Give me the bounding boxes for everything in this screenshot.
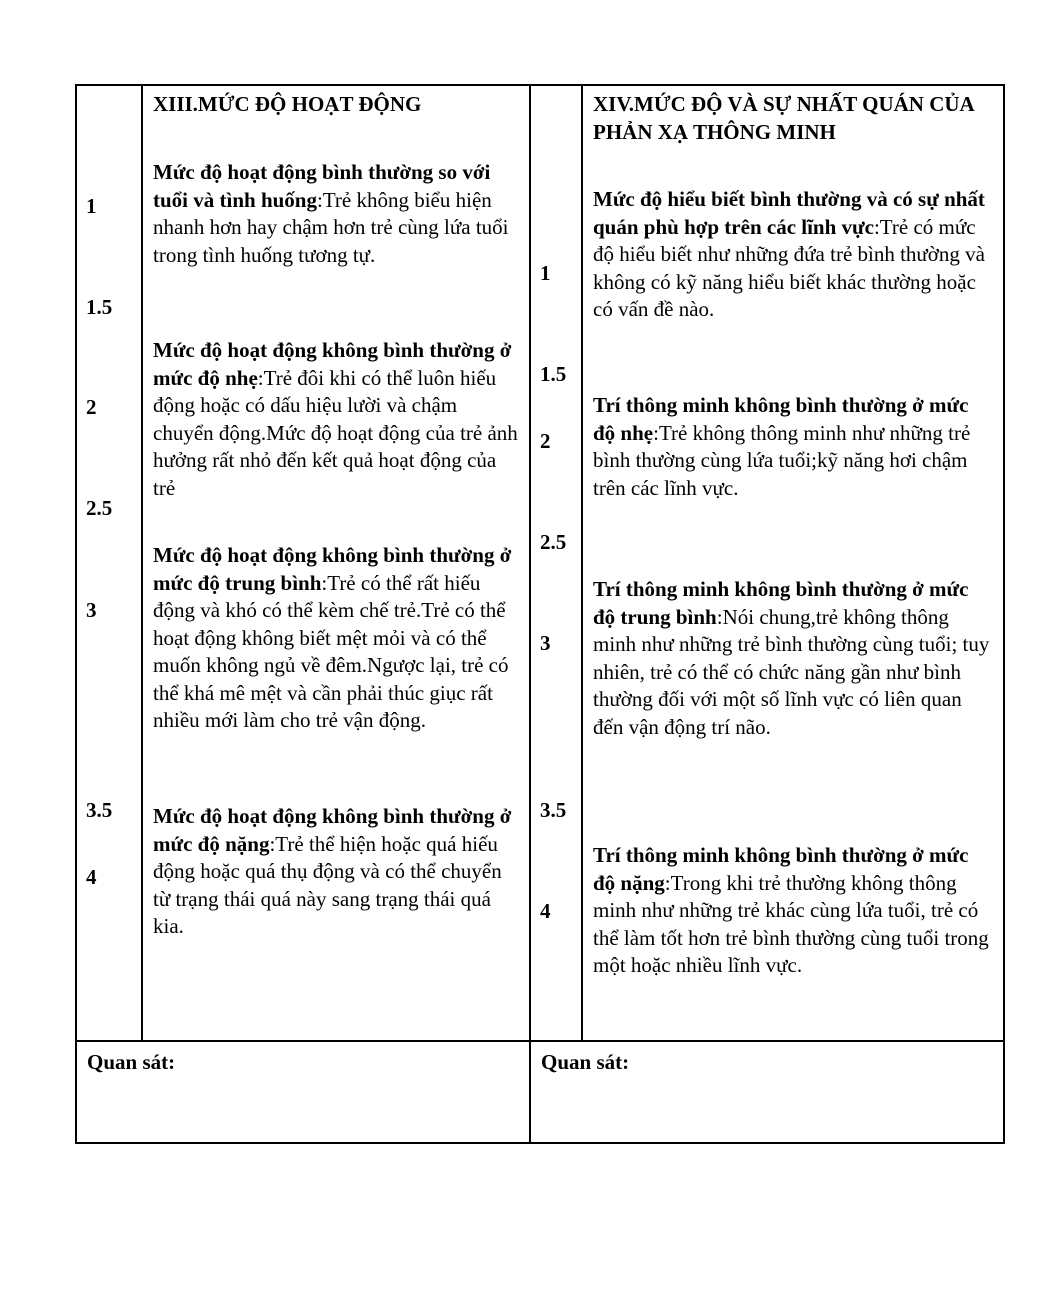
criterion-heading: Mức độ hiểu biết bình thường và có sự nhất quán phù hợp trên các lĩnh vực: [593, 187, 985, 239]
left-score-3: 3: [86, 598, 97, 622]
right-score-divider: [581, 84, 583, 1042]
criterion-heading: Trí thông minh không bình thường ở mức độ nặng: [593, 843, 969, 895]
criterion-heading: Trí thông minh không bình thường ở mức độ trung bình: [593, 577, 969, 629]
right-score-2: 2: [540, 429, 551, 453]
criterion-description: :Trẻ đôi khi có thể luôn hiếu động hoặc có dấu hiệu lười và chậm chuyển động.Mức độ hoạt động của trẻ ảnh hưởng rất nhỏ đến kết quả hoạt động của trẻ: [153, 365, 518, 500]
criterion-description: :Trẻ không biểu hiện nhanh hơn hay chậm hơn trẻ cùng lứa tuổi trong tình huống tương tự.: [153, 187, 509, 267]
left-score-1-5: 1.5: [86, 295, 113, 319]
observation-divider: [75, 1040, 1005, 1042]
right-criterion-4: [593, 842, 995, 980]
left-score-4: 4: [86, 865, 97, 889]
right-score-2-5: 2.5: [540, 530, 567, 554]
left-score-3-5: 3.5: [86, 798, 113, 822]
criterion-description: :Nói chung,trẻ không thông minh như những trẻ bình thường cùng tuổi; tuy nhiên, trẻ có thể có chức năng gần như bình thường đối với một số lĩnh vực có liên quan đến vận động trí não.: [593, 604, 990, 739]
criterion-heading: Mức độ hoạt động không bình thường ở mức độ nặng: [153, 804, 512, 856]
right-observation-label: Quan sát:: [541, 1050, 630, 1074]
left-criterion-4: [153, 803, 519, 941]
left-section-title: XIII.MỨC ĐỘ HOẠT ĐỘNG: [153, 92, 422, 116]
criterion-description: :Trẻ thể hiện hoặc quá hiếu động hoặc quá thụ động và có thể chuyển từ trạng thái quá này sang trạng thái quá kia.: [153, 831, 502, 938]
criterion-description: :Trẻ không thông minh như những trẻ bình thường cùng lứa tuổi;kỹ năng hơi chậm trên các lĩnh vực.: [593, 420, 971, 500]
left-criterion-2: [153, 337, 519, 502]
right-criterion-2: [593, 392, 995, 502]
criterion-heading: Mức độ hoạt động không bình thường ở mức độ trung bình: [153, 543, 512, 595]
right-score-1: 1: [540, 261, 551, 285]
criterion-description: :Trẻ có thể rất hiếu động và khó có thể kèm chế trẻ.Trẻ có thể hoạt động không biết mệt mỏi và có thể muốn không ngủ về đêm.Ngược lại, trẻ có thể khá mê mệt và cần phải thúc giục rất nhiều mới làm cho trẻ vận động.: [153, 570, 509, 732]
left-score-2: 2: [86, 395, 97, 419]
left-criterion-3: [153, 542, 519, 735]
right-section-title: XIV.MỨC ĐỘ VÀ SỰ NHẤT QUÁN CỦA PHẢN XẠ THÔNG MINH: [593, 92, 974, 144]
criterion-heading: Mức độ hoạt động bình thường so với tuổi và tình huống: [153, 160, 491, 212]
criterion-heading: Trí thông minh không bình thường ở mức độ nhẹ: [593, 393, 969, 445]
right-score-1-5: 1.5: [540, 362, 567, 386]
criterion-description: :Trẻ có mức độ hiểu biết như những đứa trẻ bình thường và không có kỹ năng hiểu biết khác thường hoặc có vấn đề nào.: [593, 214, 985, 321]
left-observation-label: Quan sát:: [87, 1050, 176, 1074]
right-score-3: 3: [540, 631, 551, 655]
left-score-1: 1: [86, 194, 97, 218]
left-criterion-1: [153, 159, 519, 269]
left-score-divider: [141, 84, 143, 1042]
criterion-heading: Mức độ hoạt động không bình thường ở mức độ nhẹ: [153, 338, 512, 390]
right-criterion-1: [593, 186, 995, 324]
right-criterion-3: [593, 576, 995, 741]
criterion-description: :Trong khi trẻ thường không thông minh như những trẻ khác cùng lứa tuổi, trẻ có thể làm tốt hơn trẻ bình thường cùng tuổi trong một hoặc nhiều lĩnh vực.: [593, 870, 989, 977]
right-score-3-5: 3.5: [540, 798, 567, 822]
left-score-2-5: 2.5: [86, 496, 113, 520]
center-divider: [529, 84, 531, 1144]
right-score-4: 4: [540, 899, 551, 923]
